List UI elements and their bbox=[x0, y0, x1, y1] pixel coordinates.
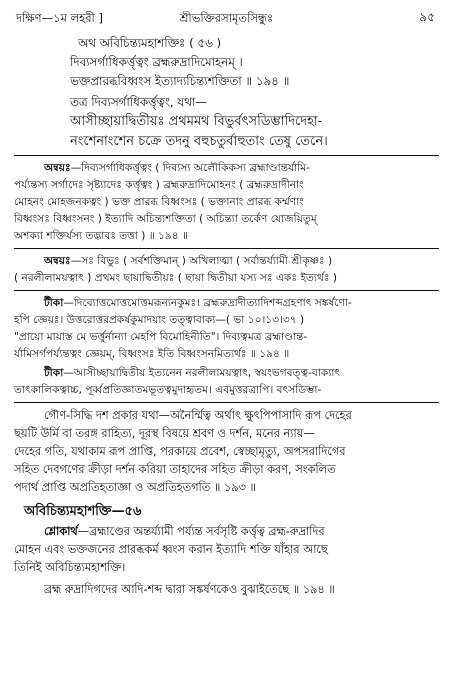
verse-intro: তত্র দিব্যসর্গাধিকর্ত্তৃত্বং, যথা— bbox=[70, 95, 208, 109]
verse-title: অথ অবিচিন্ত্যমহাশক্তিঃ ( ৫৬ ) bbox=[78, 36, 222, 50]
text-line: গৌণ-সিদ্ধি দশ প্রকার যথা—অনৈর্ম্মিত্ব অর্থাৎ ক্ষুৎপিপাসাদি রূপ দেহের bbox=[44, 409, 352, 422]
verse-line: নংশেনাংশেন চক্রে তদনু বহুচতুর্বাহুতাং তেষু তেনে। bbox=[70, 134, 328, 149]
divider bbox=[14, 290, 439, 291]
verse-line: ভক্তপ্রারব্ধবিধ্বংস ইত্যাদ্যচিন্ত্যশক্তিতা ॥ ১৯৪ ॥ bbox=[70, 74, 290, 88]
commentary-line: "প্রায়ো মায়াস্ত মে ভর্ত্তুর্নান্যা মেহপি বিমোহিনীতি"। দিব্যত্বমত্র ব্রহ্মাণ্ডান্ত- bbox=[14, 331, 308, 343]
commentary-line: ( নরলীলাময়ত্বাৎ ) প্রথমং ছায়াদ্বিতীয়ঃ ( ছায়া দ্বিতীয়া যস্য সঃ একঃ ইত্যর্থঃ ) bbox=[14, 272, 337, 284]
commentary-line: র্যামিসর্গপর্য্যন্তত্বং জ্ঞেয়ম্, বিধ্বংসঃ ইতি বিধ্বংসনমিত্যর্থঃ ॥ ১৯৪ ॥ bbox=[14, 348, 290, 360]
commentary-line: হপি জ্ঞেয়ঃ। উত্তরোত্তরপ্রকর্ষকুমাদয়াং তত্ত্বাবাক্য—( ভা ১০।১৩।৩৭ ) bbox=[14, 314, 305, 326]
meaning-label: শ্লোকার্থ bbox=[44, 525, 78, 538]
text-line: শ্লোকার্থ—ব্রহ্মাণ্ডের অন্তর্য্যামী পর্য্যন্ত সর্বসৃষ্টি কর্ত্তৃত্ব ব্রহ্ম-রুদ্রাদির bbox=[44, 525, 325, 538]
anvaya-label: অন্বয়ঃ bbox=[44, 162, 71, 174]
page-number: ৯৫ bbox=[419, 10, 435, 24]
verse-line: দিব্যসর্গাধিকর্ত্তৃত্বং ব্রহ্মরুদ্রাদিমোহনম্ । bbox=[70, 55, 243, 69]
commentary-line: অন্বয়ঃ—দিব্যসর্গাধিকর্ত্তৃত্বং ( দিব্যস্য অলৌকিকস্য ব্রহ্মাণ্ডান্তর্যামি- bbox=[44, 162, 310, 174]
divider bbox=[14, 155, 439, 156]
tika-label: টীকা bbox=[44, 297, 64, 309]
text-line: মোহন এবং ভক্তজনের প্রারব্ধকর্ম ধ্বংস করান ইত্যাদি শক্তি যাঁহার আছে bbox=[14, 543, 328, 556]
anvaya-block-2 bbox=[14, 253, 439, 287]
text-line: দেহের গতি, যথাকাম রূপ প্রাপ্তি, পরকায়ে প্রবেশ, স্বেচ্ছামৃত্যু, অপসরাদিগের bbox=[14, 445, 346, 458]
sloka-meaning bbox=[14, 523, 439, 599]
header-left: দক্ষিণ—১ম লহরী ] bbox=[16, 11, 103, 25]
tika-label: টীকা bbox=[44, 367, 64, 379]
commentary-line: টীকা—আসীচ্ছায়াদ্বিতীয় ইত্যনেন নরলীলাময়ত্বাৎ, স্বয়ংভগবত্ত্ব-বাক্যাৎ bbox=[44, 367, 341, 379]
running-header bbox=[14, 6, 439, 28]
commentary-line: মোহনং মোহজনকত্বং ) ভক্ত প্রারব্ধ বিধ্বংসঃ ( ভক্তানাং প্রারব্ধ কর্ম্মণাং bbox=[14, 196, 304, 208]
anvaya-block-1 bbox=[14, 160, 439, 245]
tika-block-1 bbox=[14, 295, 439, 363]
commentary-line: পর্য্যন্তস্য সর্গাদেঃ সৃষ্ট্যাদেঃ কর্ত্তৃত্বং ) ব্রহ্মরুদ্রাদিমোহনং ( ব্রহ্মরুদ্রাদীনাং bbox=[14, 179, 304, 191]
tika-block-2 bbox=[14, 365, 439, 399]
text-line: পদার্থ প্রাপ্তি অপ্রতিহতাজ্ঞা ও অপ্রতিহতগতি ॥ ১৯৩ ॥ bbox=[14, 481, 256, 494]
text-line: ব্রহ্ম রুদ্রাদিগদের আদি-শব্দ দ্বারা সঙ্কর্ষণকেও বুঝাইতেছে ॥ ১৯৪ ॥ bbox=[44, 583, 335, 596]
section-title: অবিচিন্ত্যমহাশক্তি—৫৬ bbox=[24, 504, 142, 519]
header-title: শ্রীভক্তিরসামৃতসিন্ধুঃ bbox=[179, 11, 274, 25]
commentary-line: টীকা—দিব্যোত্তমোত্তমোত্তমরূন্যনকুমঃ। ব্রহ্মরুদ্রাদীত্যাদিশব্দগ্রহণাৎ সঙ্কর্ষণাে- bbox=[44, 297, 352, 309]
divider bbox=[14, 402, 439, 403]
bengali-explanation bbox=[14, 407, 439, 497]
commentary-line: অশক্যা শক্তির্যস্য তদ্ভাবঃ তত্তা ) ॥ ১৯৪ ॥ bbox=[14, 230, 189, 242]
text-line: সহিত দেবগণের ক্রীড়া দর্শন করিয়া তাহাদের সহিত ক্রীড়া করণ, সংকলিত bbox=[14, 463, 336, 476]
commentary-line: বিধ্বংসঃ বিধ্বংসনং ) ইত্যাদি অচিন্ত্যশক্তিতা ( অচিন্ত্যা তর্কেণ যোজয়িতুম্ bbox=[14, 213, 317, 225]
verse-line: আসীচ্ছায়াদ্বিতীয়ঃ প্রথমমথ বিভুর্বৎসডিম্ভাদিদেহা- bbox=[70, 114, 323, 129]
verse-block bbox=[14, 34, 439, 152]
text-line: তিনিই অবিচিন্ত্যমহাশক্তি। bbox=[14, 561, 126, 574]
commentary-line: অন্বয়ঃ—সঃ বিভুঃ ( সর্বশক্তিমান্ ) অখিলাত্মা ( সর্বান্তর্য্যামী শ্রীকৃষ্ণঃ ) bbox=[44, 255, 333, 267]
text-line: ছয়টি উর্মি বা তরঙ্গ রাহিত্য, দূরস্থ বিষয়ে শ্রবণ ও দর্শন, মনের ন্যায়— bbox=[14, 427, 315, 440]
commentary-line: তাৎকালিকত্বাচ্চ, পূর্ব্বপ্রতিজ্ঞাতমভূতত্বমুদাহৃতম। এবমুত্তরত্রাপি। বৎসডিম্ভা- bbox=[14, 384, 322, 396]
anvaya-label: অন্বয়ঃ bbox=[44, 255, 71, 267]
divider bbox=[14, 248, 439, 249]
